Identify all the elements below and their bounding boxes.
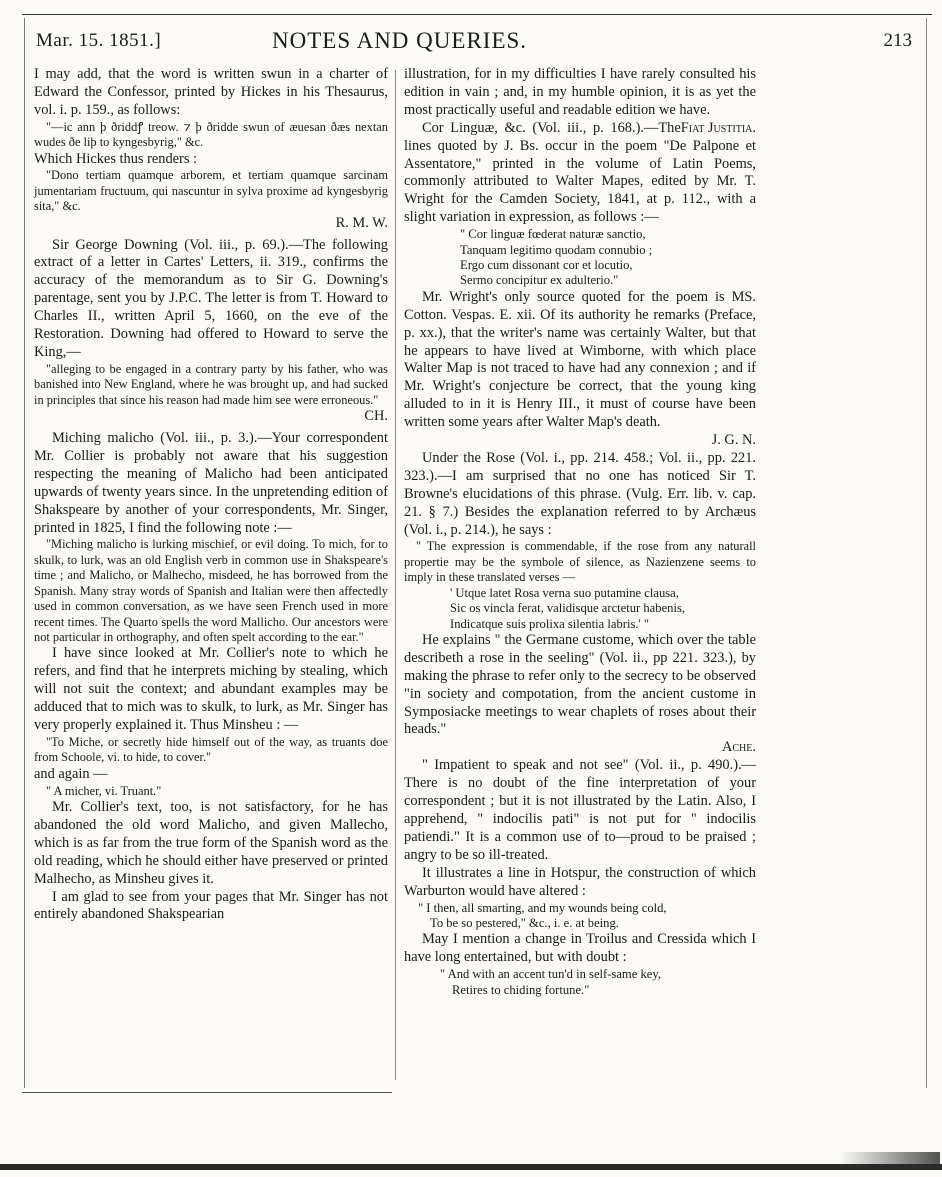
issue-date: Mar. 15. 1851.] [36,30,162,51]
paragraph: It illustrates a line in Hotspur, the construction of which Warburton would have altered : [404,864,756,899]
page-number: 213 [883,30,912,51]
verse-line: Sermo concipitur ex adulterio." [460,273,619,288]
paragraph: Sir George Downing (Vol. iii., p. 69.).—The following extract of a letter in Cartes' Letters, ii. 319., confirms the accuracy of the memorandum as to Sir G. Downing's parentage, sent you by J.P.C. The letter is from T. Howard to Charles II., written April 5, 1660, on the eve of the Restoration. Downing had offered to Howard to serve the King,— [34,236,388,360]
signature: J. G. N. [711,432,756,449]
publication-title: NOTES AND QUERIES. [272,28,528,53]
verse-line: Indicatque suis prolixa silentia labris.' " [450,616,650,631]
paragraph: Which Hickes thus renders : [34,150,198,167]
paragraph: and again — [34,765,108,782]
paragraph: " Impatient to speak and not see" (Vol. ii., p. 490.).—There is no doubt of the fine interpretation of your correspondent ; but it is not illustrated by the Latin. Also, I apprehend, " indocilis pati" is not put for " indocilis patiendi." It is a common use of to—proud to be praised ; angry to be so ill-treated. [404,757,756,863]
quotation: " A micher, vi. Truant." [46,783,162,798]
left-column [34,66,388,924]
top-rule [22,14,932,15]
verse-line: " And with an accent tun'd in self-same key, [440,967,661,982]
verse-line: Sic os vincla ferat, validisque arctetur habenis, [450,601,686,616]
quotation: "alleging to be engaged in a contrary party by his father, who was banished into New England, where he was brought up, and had sucked in principles that since his reason had made him see were erroneous." [34,361,388,407]
verse-line: " I then, all smarting, and my wounds being cold, [418,900,667,915]
paragraph: Cor Linguæ, &c. (Vol. iii., p. 168.).—The lines quoted by J. Bs. occur in the poem "De Palpone et Assentatore," printed in the volume of Latin Poems, commonly attributed to Walter Mapes, edited by Mr. T. Wright for the Camden Society, 1841, at p. 112., with a slight variation in expression, as follows :— [404,119,756,226]
verse-block [404,227,756,289]
paragraph: May I mention a change in Troilus and Cressida which I have long entertained, but with doubt : [404,931,756,966]
verse-block [404,967,756,998]
scan-smudge [840,1152,940,1166]
signature: CH. [364,408,388,425]
paragraph: I have since looked at Mr. Collier's note to which he refers, and find that he interprets miching by stealing, which will not suit the context; and abundant examples may be adduced that to mich was to skulk, to lurk, as Mr. Singer has very properly explained it. Thus Minsheu : — [34,645,388,733]
quotation: " The expression is commendable, if the rose from any naturall propertie may be the symbole of silence, as Nazienzene seems to imply in these translated verses — [404,539,756,585]
verse-block [404,901,756,932]
right-column [404,66,756,998]
quotation: "Dono tertiam quamque arborem, et tertiam quamque sarcinam jumentariam fructuum, qui nascuntur in sylva proxime ad kyngesbyrig sita," &c. [34,168,388,214]
right-border [926,18,927,1088]
scan-edge-bar [0,1164,942,1170]
signature: Fiat Justitia. [680,119,756,136]
verse-line: " Cor linguæ fœderat naturæ sanctio, [460,227,646,242]
verse-line: ' Utque latet Rosa verna suo putamine clausa, [450,585,679,600]
paragraph: Mr. Collier's text, too, is not satisfactory, for he has abandoned the old word Malicho, and given Mallecho, which is as far from the true form of the Spanish word as the old reading, which he should either have preserved or printed Malhecho, as Minsheu gives it. [34,798,388,887]
paragraph: Mr. Wright's only source quoted for the poem is MS. Cotton. Vespas. E. xii. Of its authority he remarks (Preface, p. xx.), that the writer's name was certainly Walter, but that he appears to have lived at Wimborne, with which place Walter Map is not traced to have had any connexion ; and if Mr. Wright's conjecture be correct, that the young king alluded to in it is Henry III., it must of course have been written some years after Walter Map's death. [404,288,756,431]
quotation: "To Miche, or secretly hide himself out of the way, as truants doe from Schoole, vi. to hide, to cover." [34,734,388,765]
paragraph [404,66,756,136]
signature: R. M. W. [335,214,388,231]
bottom-rule [22,1092,392,1093]
paragraph: He explains " the Germane custome, which over the table describeth a rose in the seeling" (Vol. ii., pp 221. 323.), by making the phrase to refer only to the secrecy to be observed "in society and compotation, from the ancient custome in Symposiacke meetings to wear chaplets of roses about their heads." [404,631,756,738]
verse-line: Tanquam legitimo quodam connubio ; [460,242,653,257]
paragraph-text: illustration, for in my difficulties I have rarely consulted his edition in vain ; and, in my humble opinion, it is as yet the most practically useful and readable edition we have. [404,66,756,118]
page-header [36,28,916,64]
paragraph: Miching malicho (Vol. iii., p. 3.).—Your correspondent Mr. Collier is probably not aware that his suggestion respecting the meaning of Malicho had been anticipated upwards of twenty years since. In the unpretending edition of Shakspeare by another of your correspondents, Mr. Singer, printed in 1825, I find the following note :— [34,430,388,536]
left-border [24,18,25,1088]
column-divider [395,70,396,1080]
signature: Ache. [722,739,756,756]
verse-line: Ergo cum dissonant cor et locutio, [460,257,633,272]
verse-line: Retires to chiding fortune." [452,982,590,997]
quotation: "—ic ann ϸ ðriddꝭ treow. ⁊ ϸ ðridde swun of æuesan ðæs nextan wudes ðe liþ to kyngesbyrig," &c. [34,119,388,150]
quotation: "Miching malicho is lurking mischief, or evil doing. To mich, for to skulk, to lurk, was an old English verb in common use in Shakspeare's time ; and Malicho, or Malhecho, misdeed, he has borrowed from the Spanish. Many stray words of Spanish and Italian were then affectedly used in common conversation, as we have seen French used in more recent times. The Quarto spells the word Mallicho. Our ancestors were not particular in orthography, and often spelt according to the ear." [34,537,388,644]
verse-block [404,586,756,632]
paragraph: I am glad to see from your pages that Mr. Singer has not entirely abandoned Shakspearian [34,888,388,923]
paragraph: I may add, that the word is written swun in a charter of Edward the Confessor, printed by Hickes in his Thesaurus, vol. i. p. 159., as follows: [34,66,388,118]
paragraph: Under the Rose (Vol. i., pp. 214. 458.; Vol. ii., pp. 221. 323.).—I am surprised that no one has noticed Sir T. Browne's elucidations of this phrase. (Vulg. Err. lib. v. cap. 21. § 7.) Besides the explanation referred to by Archæus (Vol. i., p. 214.), he says : [404,449,756,538]
verse-line: To be so pestered," &c., i. e. at being. [430,915,619,930]
